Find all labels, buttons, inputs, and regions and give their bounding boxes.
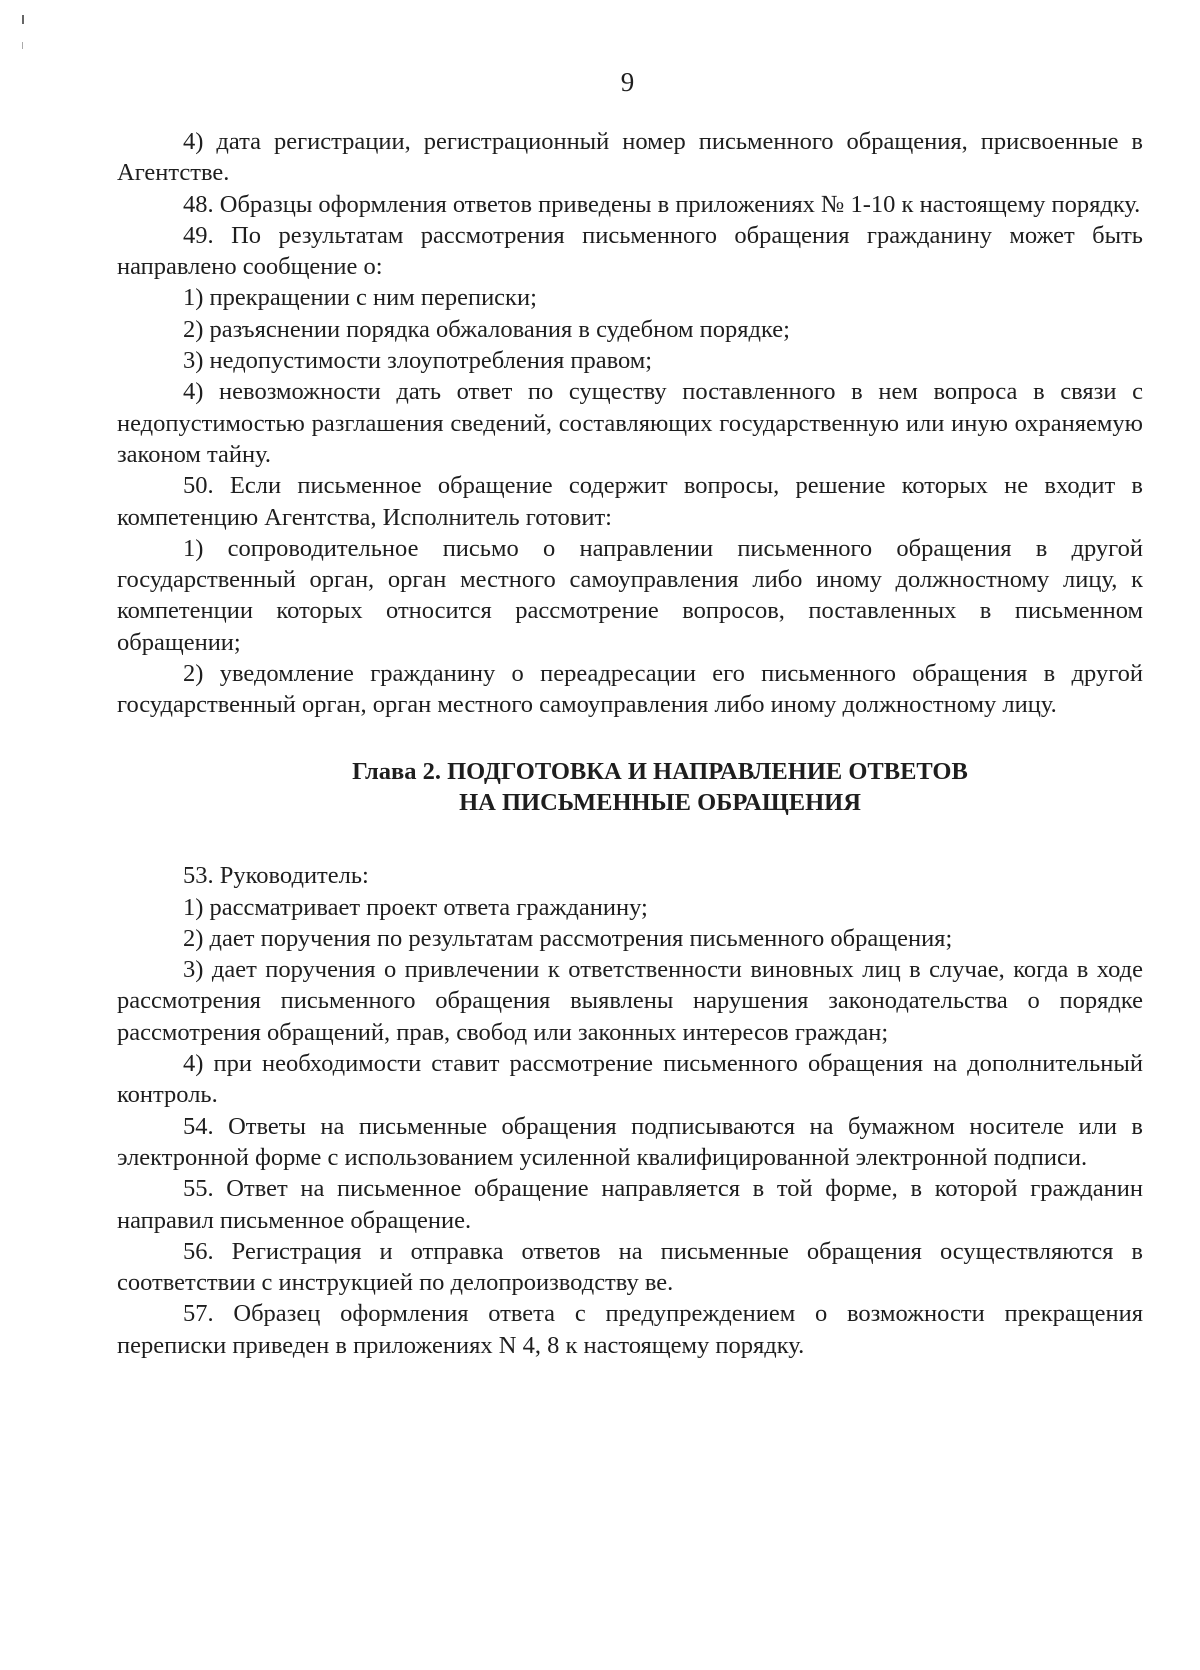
paragraph: 1) сопроводительное письмо о направлении письменного обращения в другой государственный орган, орган местного самоуправления либо иному должностному лицу, к компетенции которых относится рассмотрение вопросов, поставленных в письменном обращении; [117, 534, 1143, 656]
paragraph: 2) разъяснении порядка обжалования в судебном порядке; [183, 315, 790, 343]
paragraph: 1) прекращении с ним переписки; [183, 284, 537, 312]
paragraph: 1) рассматривает проект ответа гражданину; [183, 893, 648, 921]
paragraph: 53. Руководитель: [183, 862, 369, 890]
paragraph: 48. Образцы оформления ответов приведены в приложениях № 1-10 к настоящему порядку. [183, 190, 1141, 218]
chapter-heading-line-1: Глава 2. ПОДГОТОВКА И НАПРАВЛЕНИЕ ОТВЕТОВ [352, 757, 968, 785]
paragraph: 54. Ответы на письменные обращения подписываются на бумажном носителе или в электронной форме с использованием усиленной квалифицированной электронной подписи. [117, 1112, 1143, 1171]
paragraph: 2) дает поручения по результатам рассмотрения письменного обращения; [183, 924, 953, 952]
paragraph: 49. По результатам рассмотрения письменного обращения гражданину может быть направлено сообщение о: [117, 221, 1143, 281]
paragraph: 56. Регистрация и отправка ответов на письменные обращения осуществляются в соответствии с инструкцией по делопроизводству ве. [117, 1237, 1143, 1297]
paragraph: 4) невозможности дать ответ по существу поставленного в нем вопроса в связи с недопустимостью разглашения сведений, составляющих государственную или иную охраняемую законом тайну. [117, 378, 1143, 468]
chapter-heading [117, 756, 1143, 819]
chapter-heading-line-2: НА ПИСЬМЕННЫЕ ОБРАЩЕНИЯ [459, 788, 861, 816]
paragraph: 50. Если письменное обращение содержит вопросы, решение которых не входит в компетенцию Агентства, Исполнитель готовит: [117, 472, 1143, 531]
paragraph: 55. Ответ на письменное обращение направляется в той форме, в которой гражданин направил письменное обращение. [117, 1175, 1143, 1234]
paragraph: 4) дата регистрации, регистрационный номер письменного обращения, присвоенные в Агентстве. [117, 128, 1143, 187]
paragraph: 3) дает поручения о привлечении к ответственности виновных лиц в случае, когда в ходе рассмотрения письменного обращения выявлены нарушения законодательства о порядке рассмотрения обращений, прав, свобод или законных интересов граждан; [117, 956, 1143, 1046]
scan-artifact [22, 42, 23, 49]
document-body [117, 126, 1143, 1361]
paragraph: 4) при необходимости ставит рассмотрение письменного обращения на дополнительный контроль. [117, 1050, 1143, 1109]
paragraph: 2) уведомление гражданину о переадресации его письменного обращения в другой государственный орган, орган местного самоуправления либо иному должностному лицу. [117, 660, 1143, 719]
paragraph: 57. Образец оформления ответа с предупреждением о возможности прекращения переписки приведен в приложениях N 4, 8 к настоящему порядку. [117, 1300, 1143, 1359]
scan-artifact [22, 15, 24, 24]
paragraph: 3) недопустимости злоупотребления правом; [183, 347, 653, 375]
page-number: 9 [620, 67, 635, 97]
